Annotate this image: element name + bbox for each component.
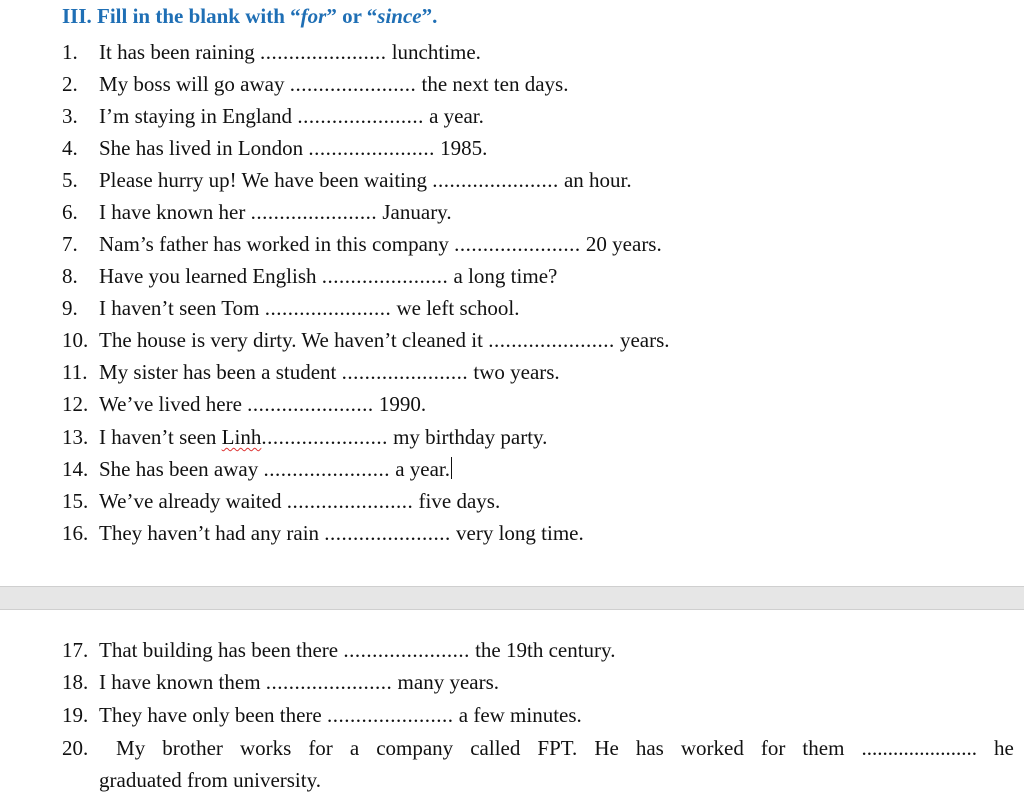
item-text-before: I haven’t seen <box>99 425 222 449</box>
item-text-after: 1985. <box>434 136 488 160</box>
exercise-item <box>62 132 487 164</box>
item-20-word: worked <box>680 736 744 760</box>
item-20-word: has <box>635 736 664 760</box>
spellcheck-underlined-word: Linh <box>221 425 262 449</box>
exercise-item-20 <box>62 732 1014 796</box>
item-number: 17. <box>62 638 89 662</box>
item-number: 4. <box>62 136 78 160</box>
item-text-after: very long time. <box>450 521 584 545</box>
item-text-after: my birthday party. <box>387 425 548 449</box>
item-text-after: a long time? <box>448 264 558 288</box>
exercise-item <box>62 164 632 196</box>
item-20-word: for <box>760 736 786 760</box>
exercise-item <box>62 260 557 292</box>
answer-blank[interactable]: ...................... <box>861 736 977 760</box>
item-number: 2. <box>62 72 78 96</box>
answer-blank[interactable]: ...................... <box>286 489 414 513</box>
item-text-after: a year. <box>389 457 450 481</box>
item-text-before: I’m staying in England <box>99 104 298 128</box>
answer-blank[interactable]: ...................... <box>263 457 390 481</box>
exercise-heading: III. Fill in the blank with “for” or “since”. <box>62 4 438 28</box>
item-text-after: a few minutes. <box>453 703 582 727</box>
item-text-after: 1990. <box>373 392 427 416</box>
answer-blank[interactable]: ...................... <box>327 703 454 727</box>
item-20-word: He <box>594 736 619 760</box>
exercise-item <box>62 453 452 485</box>
item-text-before: They have only been there <box>99 703 327 727</box>
exercise-item <box>62 666 499 698</box>
exercise-item <box>62 388 426 420</box>
answer-blank[interactable]: ...................... <box>488 328 615 352</box>
item-number: 20. <box>62 736 89 760</box>
item-text-before: My boss will go away <box>99 72 290 96</box>
item-number: 14. <box>62 457 89 481</box>
item-20-word: for <box>308 736 333 760</box>
item-number: 12. <box>62 392 89 416</box>
item-text-after: the 19th century. <box>469 638 616 662</box>
exercise-item <box>62 292 520 324</box>
answer-blank[interactable]: ...................... <box>297 104 424 128</box>
item-20-word: brother <box>162 736 223 760</box>
text-cursor <box>451 457 452 479</box>
answer-blank[interactable]: ...................... <box>341 360 469 384</box>
item-number: 8. <box>62 264 78 288</box>
answer-blank[interactable]: ...................... <box>432 168 559 192</box>
item-text-before: I have known her <box>99 200 251 224</box>
item-text-after: two years. <box>468 360 560 384</box>
item-text-after: five days. <box>413 489 501 513</box>
item-20-word: he <box>993 736 1014 760</box>
item-text-before: The house is very dirty. We haven’t cleaned it <box>99 328 489 352</box>
item-20-word: company <box>376 736 454 760</box>
item-text-before: It has been raining <box>99 40 260 64</box>
item-text-after: we left school. <box>391 296 520 320</box>
answer-blank[interactable]: ...................... <box>264 296 392 320</box>
page-break <box>0 586 1024 610</box>
item-text-before: We’ve already waited <box>99 489 287 513</box>
exercise-item <box>62 196 452 228</box>
exercise-item <box>62 100 484 132</box>
answer-blank[interactable]: ...................... <box>343 638 470 662</box>
item-number: 10. <box>62 328 89 352</box>
answer-blank[interactable]: ...................... <box>247 392 374 416</box>
item-number: 3. <box>62 104 78 128</box>
item-text-before: She has been away <box>99 457 264 481</box>
exercise-item <box>62 421 547 453</box>
answer-blank[interactable]: ...................... <box>265 670 393 694</box>
item-number: 15. <box>62 489 89 513</box>
answer-blank[interactable]: ...................... <box>308 136 435 160</box>
exercise-item <box>62 324 670 356</box>
item-text-before: We’ve lived here <box>99 392 248 416</box>
answer-blank[interactable]: ...................... <box>454 232 581 256</box>
item-text-before: Have you learned English <box>99 264 322 288</box>
answer-blank[interactable]: ...................... <box>324 521 451 545</box>
item-text-after: 20 years. <box>580 232 662 256</box>
item-text-before: That building has been there <box>99 638 344 662</box>
item-20-word: My <box>116 736 146 760</box>
item-text-before: Nam’s father has worked in this company <box>99 232 455 256</box>
item-number: 11. <box>62 360 88 384</box>
item-text-before: I haven’t seen Tom <box>99 296 265 320</box>
exercise-item <box>62 356 560 388</box>
item-text-after: years. <box>614 328 670 352</box>
answer-blank[interactable]: ...................... <box>261 425 388 449</box>
item-number: 9. <box>62 296 78 320</box>
item-number: 7. <box>62 232 78 256</box>
item-text-after: the next ten days. <box>416 72 569 96</box>
exercise-item <box>62 634 615 666</box>
item-text-before: They haven’t had any rain <box>99 521 325 545</box>
answer-blank[interactable]: ...................... <box>321 264 449 288</box>
item-text-before: I have known them <box>99 670 266 694</box>
exercise-item <box>62 68 568 100</box>
item-text-before: Please hurry up! We have been waiting <box>99 168 433 192</box>
item-text-after: lunchtime. <box>386 40 481 64</box>
exercise-item <box>62 485 500 517</box>
item-text-after: January. <box>377 200 452 224</box>
item-text-after: an hour. <box>558 168 632 192</box>
item-number: 16. <box>62 521 89 545</box>
item-20-word: works <box>239 736 292 760</box>
exercise-item <box>62 517 584 549</box>
item-text-before: My sister has been a student <box>99 360 342 384</box>
exercise-item <box>62 228 662 260</box>
item-20-word: them <box>802 736 845 760</box>
item-text-after: a year. <box>423 104 484 128</box>
item-text-before: She has lived in London <box>99 136 309 160</box>
item-number: 19. <box>62 703 89 727</box>
item-20-word: called <box>470 736 521 760</box>
answer-blank[interactable]: ...................... <box>250 200 378 224</box>
answer-blank[interactable]: ...................... <box>259 40 387 64</box>
exercise-item <box>62 699 582 731</box>
item-number: 6. <box>62 200 78 224</box>
item-20-line-2: graduated from university. <box>99 768 321 793</box>
answer-blank[interactable]: ...................... <box>289 72 417 96</box>
item-number: 1. <box>62 40 78 64</box>
item-number: 18. <box>62 670 89 694</box>
item-number: 13. <box>62 425 89 449</box>
item-text-after: many years. <box>392 670 500 694</box>
item-number: 5. <box>62 168 78 192</box>
item-20-word: FPT. <box>537 736 578 760</box>
exercise-item <box>62 36 481 68</box>
item-20-word: a <box>349 736 360 760</box>
